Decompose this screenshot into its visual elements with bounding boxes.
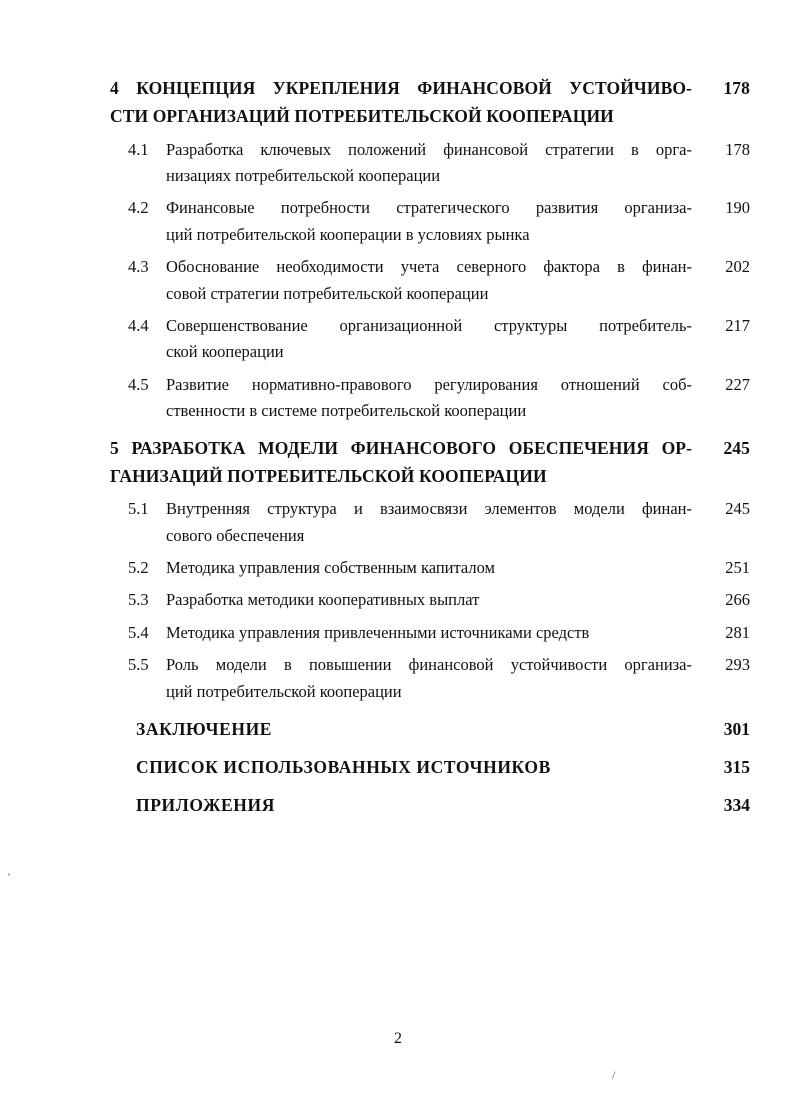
toc-entry-number: 5.2 xyxy=(128,558,149,578)
toc-entry-title: ЗАКЛЮЧЕНИЕ xyxy=(136,719,273,740)
toc-entry-title xyxy=(166,195,704,248)
toc-entry-title-line2: СТИ ОРГАНИЗАЦИЙ ПОТРЕБИТЕЛЬСКОЙ КООПЕРАЦИИ xyxy=(110,106,614,127)
toc-entry-title-line2: низациях потребительской кооперации xyxy=(166,166,441,186)
toc-entry-title-line1: Обоснование необходимости учета северного фактора в финан- xyxy=(166,257,692,277)
toc-entry-title-line1: Совершенствование организационной структуры потребитель- xyxy=(166,316,692,336)
toc-section-entry[interactable] xyxy=(110,137,750,190)
toc-backmatter-entry-appendices[interactable] xyxy=(110,791,750,819)
toc-entry-title xyxy=(166,620,704,646)
toc-entry-page: 266 xyxy=(725,590,750,610)
toc-entry-title xyxy=(166,555,704,581)
toc-entry-number: 4.4 xyxy=(128,316,149,336)
toc-entry-page: 315 xyxy=(723,757,750,778)
toc-entry-title-line1: Развитие нормативно-правового регулирования отношений соб- xyxy=(166,374,692,394)
toc-entry-title xyxy=(166,313,704,366)
toc-entry-title-line1: Разработка ключевых положений финансовой стратегии в орга- xyxy=(166,139,692,159)
toc-entry-page: 178 xyxy=(723,78,750,98)
toc-entry-page: 301 xyxy=(723,719,750,740)
toc-section-entry[interactable] xyxy=(110,313,750,366)
toc-section-entry[interactable] xyxy=(110,496,750,549)
toc-entry-number: 5.4 xyxy=(128,622,149,642)
page-number: 2 xyxy=(394,1030,402,1047)
toc-section-entry[interactable] xyxy=(110,652,750,705)
toc-entry-title xyxy=(110,434,704,491)
toc-entry-title-line2: ственности в системе потребительской кооперации xyxy=(166,401,527,421)
toc-backmatter-entry-conclusion[interactable] xyxy=(110,715,750,743)
toc-entry-title-line2: ГАНИЗАЦИЙ ПОТРЕБИТЕЛЬСКОЙ КООПЕРАЦИИ xyxy=(110,465,547,486)
toc-entry-page: 293 xyxy=(725,655,750,675)
toc-chapter-entry[interactable] xyxy=(110,74,750,131)
toc-entry-title-line1: Разработка методики кооперативных выплат xyxy=(166,590,480,610)
toc-entry-title xyxy=(166,254,704,307)
toc-entry-title-line1: Внутренняя структура и взаимосвязи элементов модели финан- xyxy=(166,499,692,519)
toc-entry-title-line1: 5 РАЗРАБОТКА МОДЕЛИ ФИНАНСОВОГО ОБЕСПЕЧЕНИЯ ОР- xyxy=(110,437,692,458)
toc-entry-title xyxy=(110,74,704,131)
toc-entry-page: 281 xyxy=(725,622,750,642)
toc-entry-number: 4.2 xyxy=(128,198,149,218)
toc-entry-title-line1: Роль модели в повышении финансовой устойчивости организа- xyxy=(166,655,692,675)
toc-entry-title-line1: Финансовые потребности стратегического развития организа- xyxy=(166,198,692,218)
toc-entry-title xyxy=(166,137,704,190)
toc-entry-page: 202 xyxy=(725,257,750,277)
toc-section-entry[interactable] xyxy=(110,620,750,646)
toc-entry-page: 334 xyxy=(723,795,750,816)
toc-entry-title: ПРИЛОЖЕНИЯ xyxy=(136,795,275,816)
toc-section-entry[interactable] xyxy=(110,555,750,581)
scan-artifact-bottom: / xyxy=(612,1068,616,1082)
toc-section-entry[interactable] xyxy=(110,372,750,425)
toc-entry-title xyxy=(166,652,704,705)
toc-section-entry[interactable] xyxy=(110,587,750,613)
toc-entry-title xyxy=(166,372,704,425)
toc-backmatter-entry-references[interactable] xyxy=(110,753,750,781)
toc-section-entry[interactable] xyxy=(110,195,750,248)
toc-entry-number: 4.5 xyxy=(128,374,149,394)
toc-entry-title: СПИСОК ИСПОЛЬЗОВАННЫХ ИСТОЧНИКОВ xyxy=(136,757,551,778)
toc-entry-number: 5.5 xyxy=(128,655,149,675)
toc-entry-number: 4.3 xyxy=(128,257,149,277)
toc-entry-page: 227 xyxy=(725,374,750,394)
toc-entry-page: 178 xyxy=(725,139,750,159)
toc-entry-page: 251 xyxy=(725,558,750,578)
toc-entry-number: 5.1 xyxy=(128,499,149,519)
toc-entry-page: 217 xyxy=(725,316,750,336)
toc-entry-number: 4.1 xyxy=(128,139,149,159)
toc-entry-number: 5.3 xyxy=(128,590,149,610)
toc-entry-page: 245 xyxy=(725,499,750,519)
table-of-contents xyxy=(110,72,750,819)
toc-entry-title xyxy=(166,587,704,613)
toc-entry-title-line1: Методика управления собственным капиталом xyxy=(166,558,496,578)
toc-entry-page: 245 xyxy=(723,437,750,458)
toc-entry-title-line2: совой стратегии потребительской кооперации xyxy=(166,283,489,303)
toc-entry-title-line2: ций потребительской кооперации в условиях рынка xyxy=(166,224,530,244)
toc-entry-title xyxy=(166,496,704,549)
toc-entry-title-line2: сового обеспечения xyxy=(166,525,305,545)
toc-entry-title-line2: ций потребительской кооперации xyxy=(166,681,402,701)
toc-entry-title-line2: ской кооперации xyxy=(166,342,284,362)
scan-artifact-left: ' xyxy=(8,870,11,884)
toc-entry-page: 190 xyxy=(725,198,750,218)
toc-section-entry[interactable] xyxy=(110,254,750,307)
toc-entry-title-line1: Методика управления привлеченными источниками средств xyxy=(166,622,590,642)
toc-chapter-entry[interactable] xyxy=(110,434,750,491)
toc-entry-title-line1: 4 КОНЦЕПЦИЯ УКРЕПЛЕНИЯ ФИНАНСОВОЙ УСТОЙЧИВО- xyxy=(110,78,692,98)
